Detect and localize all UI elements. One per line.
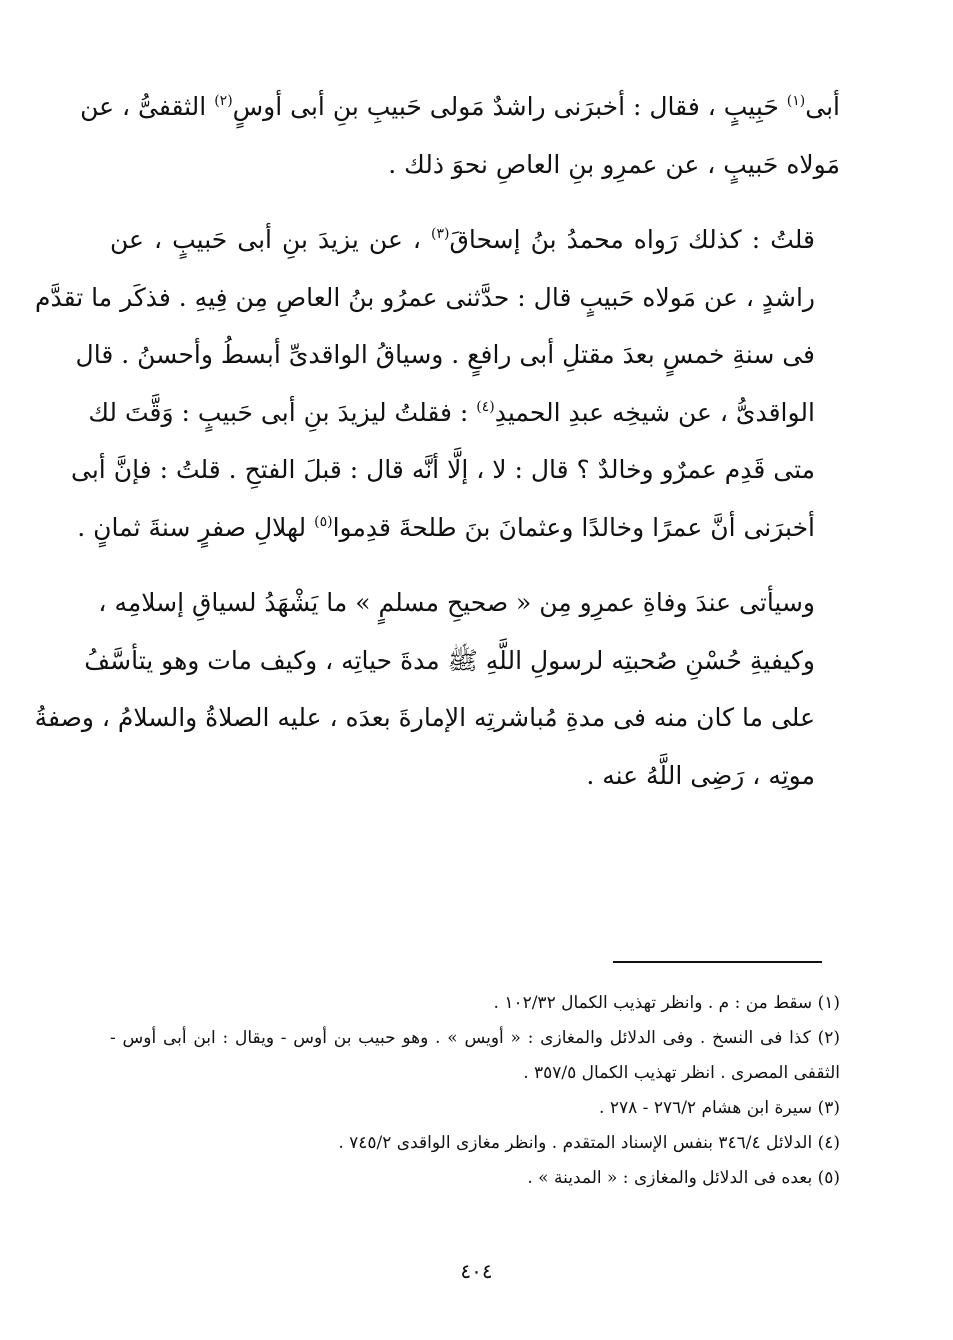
text-line: أبى$^{(١)}$ حَبِيبٍ ، فقال : أخبرَنى راشدٌ مَولى حَبيبِ بنِ أبى أوسٍ$^{(٢)}$ الثقفىُّ ، عن xyxy=(80,92,840,121)
text-line: راشدٍ ، عن مَولاه حَبيبٍ قال : حدَّثنى عمرُو بنُ العاصِ مِن فِيهِ . فذكَر ما تقدَّم xyxy=(34,282,815,312)
footnote-line: (٤) الدلائل ٣٤٦/٤ بنفس الإسناد المتقدم . وانظر مغازى الواقدى ٧٤٥/٢ . xyxy=(338,1133,840,1153)
footnote-ref: (٤) xyxy=(476,398,495,415)
footnote-line: (٥) بعده فى الدلائل والمغازى : « المدينة » . xyxy=(527,1168,840,1188)
text-line: وسيأتى عندَ وفاةِ عمرِو مِن « صحيحِ مسلمٍ » ما يَشْهَدُ لسياقِ إسلامِه ، xyxy=(98,588,815,617)
footnote-ref: (٥) xyxy=(314,513,333,530)
text-line: متى قَدِم عمرٌو وخالدٌ ؟ قال : لا ، إلَّا أنَّه قال : قبلَ الفتحِ . قلتُ : فإنَّ أبى xyxy=(71,455,815,484)
footnote-1 xyxy=(110,986,840,1021)
text-line: على ما كان منه فى مدةِ مُباشرتِه الإمارةَ بعدَه ، عليه الصلاةُ والسلامُ ، وصفةُ xyxy=(34,703,815,732)
text-line: قلتُ : كذلك رَواه محمدُ بنُ إسحاقَ$^{(٣)}$ ، عن يزيدَ بنِ أبى حَبيبٍ ، عن xyxy=(110,225,815,254)
footnote-4 xyxy=(110,1126,840,1161)
footnote-3 xyxy=(110,1091,840,1126)
footnote-2 xyxy=(110,1021,840,1091)
text-line: الواقدىُّ ، عن شيخِه عبدِ الحميدِ$^{(٤)}$ : فقلتُ ليزيدَ بنِ أبى حَبيبٍ : وَقَّتَ لك xyxy=(88,397,815,427)
footnote-ref: (٣) xyxy=(431,226,450,242)
text-line: وكيفيةِ حُسْنِ صُحبتِه لرسولِ اللَّهِ ﷺ مدةَ حياتِه ، وكيف مات وهو يتأسَّفُ xyxy=(84,645,815,675)
footnote-line: (٣) سيرة ابن هشام ٢٧٦/٢ - ٢٧٨ . xyxy=(599,1098,840,1118)
paragraph-1 xyxy=(80,78,840,193)
footnote-separator xyxy=(613,961,822,963)
footnote-5 xyxy=(110,1161,840,1196)
footnote-line: (١) سقط من : م . وانظر تهذيب الكمال ١٠٢/٣٢ . xyxy=(493,993,840,1013)
text-line: أخبرَنى أنَّ عمرًا وخالدًا وعثمانَ بنَ طلحةَ قدِموا$^{(٥)}$ لهلالِ صفرٍ سنةَ ثمانٍ . xyxy=(77,512,815,542)
main-text xyxy=(34,78,840,822)
paragraph-2 xyxy=(34,211,840,556)
footnote-line: الثقفى المصرى . انظر تهذيب الكمال ٣٥٧/٥ . xyxy=(523,1063,840,1083)
footnote-line: (٢) كذا فى النسخ . وفى الدلائل والمغازى : « أويس » . وهو حبيب بن أوس - ويقال : ابن أبى أوس - xyxy=(110,1028,840,1048)
footnote-ref: (٢) xyxy=(214,93,233,109)
text-line: فى سنةِ خمسٍ بعدَ مقتلِ أبى رافعٍ . وسياقُ الواقدىِّ أبسطُ وأحسنُ . قال xyxy=(75,340,815,369)
paragraph-3 xyxy=(34,574,840,804)
footnote-ref: (١) xyxy=(786,93,806,109)
text-line: موتِه ، رَضِى اللَّهُ عنه . xyxy=(586,760,815,790)
page-number: ٤٠٤ xyxy=(460,1259,493,1283)
footnotes xyxy=(110,986,840,1196)
text-line: مَولاه حَبيبٍ ، عن عمرِو بنِ العاصِ نحوَ ذلك . xyxy=(388,149,840,179)
